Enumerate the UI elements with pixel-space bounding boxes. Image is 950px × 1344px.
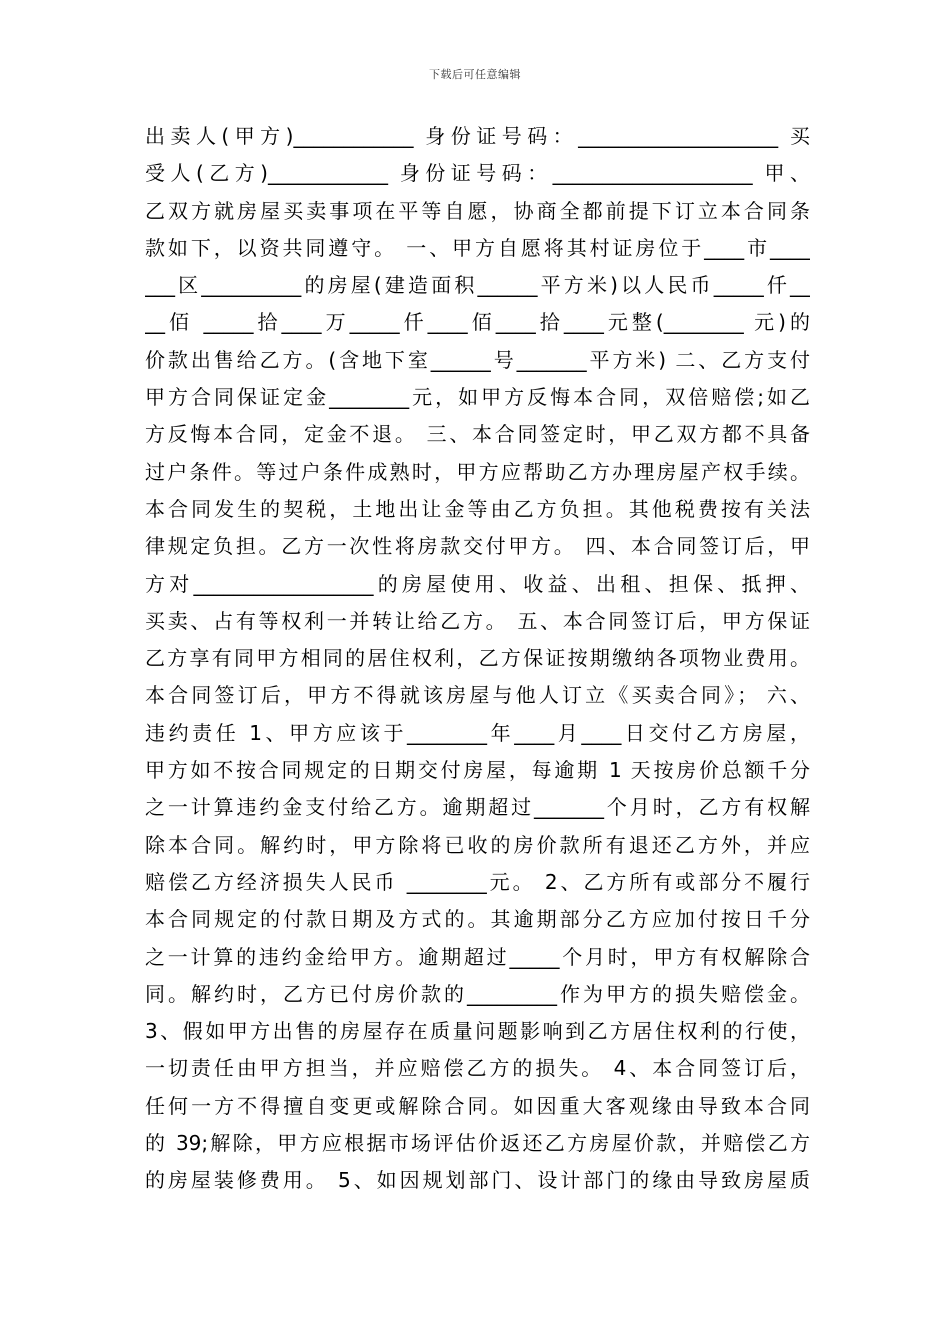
text-line: 买卖、占有等权利一并转让给乙方。 五、本合同签订后，甲方保证 [145, 608, 810, 633]
text-line: 乙方享有同甲方相同的居住权利，乙方保证按期缴纳各项物业费用。 [145, 646, 810, 671]
text-line: 的 39;解除，甲方应根据市场评估价返还乙方房屋价款，并赔偿乙方 [145, 1131, 810, 1156]
text-line: 价款出售给乙方。(含地下室______号_______平方米) 二、乙方支付 [145, 347, 810, 372]
text-line: 出卖人(甲方)____________ 身份证号码：____________________ 买 [145, 124, 810, 148]
text-line: 本合同规定的付款日期及方式的。其逾期部分乙方应加付按日千分 [145, 907, 810, 932]
text-line: 乙双方就房屋买卖事项在平等自愿，协商全都前提下订立本合同条 [145, 198, 810, 223]
text-line: 甲方合同保证定金________元，如甲方反悔本合同，双倍赔偿;如乙 [145, 385, 810, 410]
text-line: 律规定负担。乙方一次性将房款交付甲方。 四、本合同签订后，甲 [145, 534, 810, 559]
text-line: 违约责任 1、甲方应该于________年____月____日交付乙方房屋， [145, 720, 810, 745]
contract-body [145, 118, 810, 1200]
page-header: 下载后可任意编辑 [429, 68, 521, 81]
text-line: 款如下，以资共同遵守。 一、甲方自愿将其村证房位于____市____ [145, 235, 810, 260]
text-line: __佰 _____拾____万_____仟____佰____拾____元整(________ 元)的 [145, 310, 810, 335]
text-line: 之一计算的违约金给甲方。逾期超过_____个月时，甲方有权解除合 [145, 944, 810, 969]
text-line: 同。解约时，乙方已付房价款的_________作为甲方的损失赔偿金。 [145, 981, 810, 1006]
text-line: 3、假如甲方出售的房屋存在质量问题影响到乙方居住权利的行使， [145, 1019, 810, 1044]
text-line: 方反悔本合同，定金不退。 三、本合同签定时，甲乙双方都不具备 [145, 422, 810, 447]
text-line: 赔偿乙方经济损失人民币 ________元。 2、乙方所有或部分不履行 [145, 869, 810, 894]
text-line: 任何一方不得擅自变更或解除合同。如因重大客观缘由导致本合同 [145, 1093, 810, 1118]
text-line: 的房屋装修费用。 5、如因规划部门、设计部门的缘由导致房屋质 [145, 1168, 810, 1193]
text-line: 除本合同。解约时，甲方除将已收的房价款所有退还乙方外，并应 [145, 832, 810, 857]
text-line: 一切责任由甲方担当，并应赔偿乙方的损失。 4、本合同签订后， [145, 1056, 810, 1081]
text-line: 甲方如不按合同规定的日期交付房屋，每逾期 1 天按房价总额千分 [145, 758, 810, 783]
text-line: ___区__________的房屋(建造面积______平方米)以人民币_____仟__ [145, 273, 810, 298]
text-line: 方对__________________的房屋使用、收益、出租、担保、抵押、 [145, 571, 810, 596]
text-line: 受人(乙方)____________ 身份证号码：____________________ 甲、 [145, 161, 810, 186]
text-line: 之一计算违约金支付给乙方。逾期超过_______个月时，乙方有权解 [145, 795, 810, 820]
text-line: 本合同签订后，甲方不得就该房屋与他人订立《买卖合同》； 六、 [145, 683, 810, 708]
text-line: 过户条件。等过户条件成熟时，甲方应帮助乙方办理房屋产权手续。 [145, 459, 810, 484]
text-line: 本合同发生的契税，土地出让金等由乙方负担。其他税费按有关法 [145, 496, 810, 521]
